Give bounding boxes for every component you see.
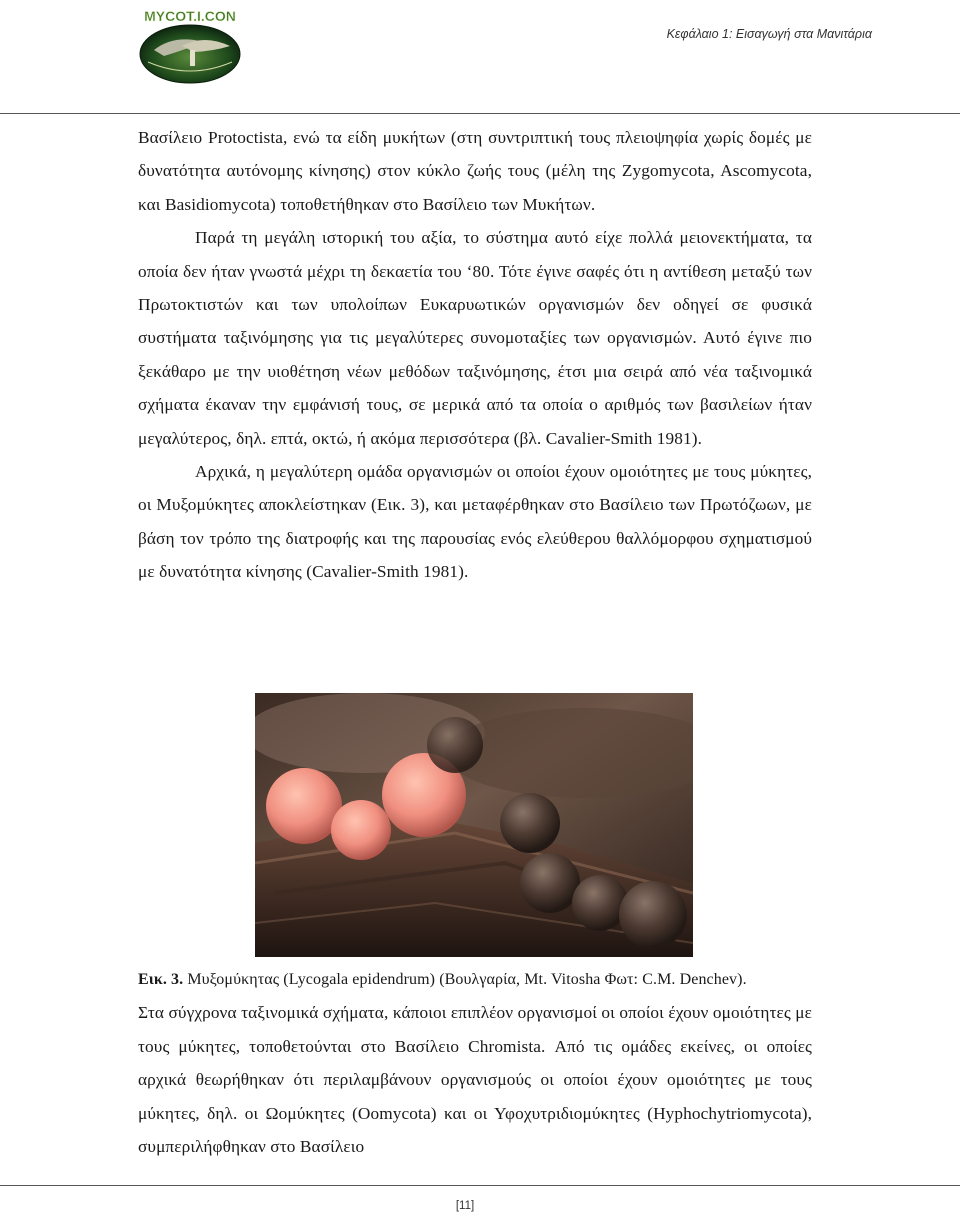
- paragraph-continuation: Βασίλειο Protoctista, ενώ τα είδη μυκήτων (στη συντριπτική τους πλειοψηφία χωρίς δομές με δυνατότητα αυτόνομης κίνησης) στον κύκλο ζωής τους (μέλη της Zygomycota, Ascomycota, και Basidiomycota) τοποθετήθηκαν στο Βασίλειο των Μυκήτων.: [138, 128, 812, 214]
- caption-and-continued-text: [138, 963, 812, 1163]
- paragraph: Αρχικά, η μεγαλύτερη ομάδα οργανισμών οι οποίοι έχουν ομοιότητες με τους μύκητες, οι Μυξομύκητες αποκλείστηκαν (Εικ. 3), και μεταφέρθηκαν στο Βασίλειο των Πρωτόζωων, με βάση τον τρόπο της διατροφής και της παρουσίας ενός ελεύθερου θαλλόμορφου σχηματισμού με δυνατότητα κίνησης (Cavalier-Smith 1981).: [138, 462, 812, 582]
- body-text: [138, 121, 812, 589]
- page-number: [11]: [455, 1200, 475, 1212]
- myxomycete-photo: [255, 693, 693, 957]
- mycoticon-logo: [134, 4, 246, 86]
- running-head: Κεφάλαιο 1: Εισαγωγή στα Μανιτάρια: [666, 27, 872, 41]
- caption-text: Μυξομύκητας (Lycogala epidendrum) (Βουλγαρία, Mt. Vitosha Φωτ: C.M. Denchev).: [183, 971, 747, 988]
- paragraph-after-figure: Στα σύγχρονα ταξινομικά σχήματα, κάποιοι επιπλέον οργανισμοί οι οποίοι έχουν ομοιότητες με τους μύκητες, τοποθετούνται στο Βασίλειο Chromista. Από τις ομάδες εκείνες, οι οποίες αρχικά θεωρήθηκαν ότι περιλαμβάνουν οργανισμούς οι οποίοι έχουν ομοιότητες με τους μύκητες, δηλ. οι Ωομύκητες (Oomycota) και οι Υφοχυτριδιομύκητες (Hyphochytriomycota), συμπεριλήφθηκαν στο Βασίλειο: [138, 1003, 812, 1157]
- figure-caption: [138, 963, 812, 996]
- logo-text: MYCOT.I.CON: [144, 8, 236, 24]
- paragraph: Παρά τη μεγάλη ιστορική του αξία, το σύστημα αυτό είχε πολλά μειονεκτήματα, τα οποία δεν ήταν γνωστά μέχρι τη δεκαετία του ‘80. Τότε έγινε σαφές ότι η αντίθεση μεταξύ των Πρωτοκτιστών και των υπολοίπων Ευκαρυωτικών οργανισμών δεν οδηγεί σε φυσικά συστήματα ταξινόμησης για τις μεγαλύτερες συνομοταξίες των οργανισμών. Αυτό έγινε πιο ξεκάθαρο με την υιοθέτηση νέων μεθόδων ταξινόμησης, έτσι μια σειρά από νέα ταξινομικά σχήματα έκαναν την εμφάνισή τους, σε μερικά από τα οποία ο αριθμός των βασιλείων ήταν μεγαλύτερος, δηλ. επτά, οκτώ, ή ακόμα περισσότερα (βλ. Cavalier-Smith 1981).: [138, 228, 812, 448]
- logo-graphic: [134, 4, 246, 86]
- footer-rule: [0, 1185, 960, 1186]
- header-rule: [0, 113, 960, 114]
- page-header: [0, 0, 960, 120]
- caption-label: Εικ. 3.: [138, 971, 184, 988]
- figure-photo-myxomycete: [255, 693, 693, 957]
